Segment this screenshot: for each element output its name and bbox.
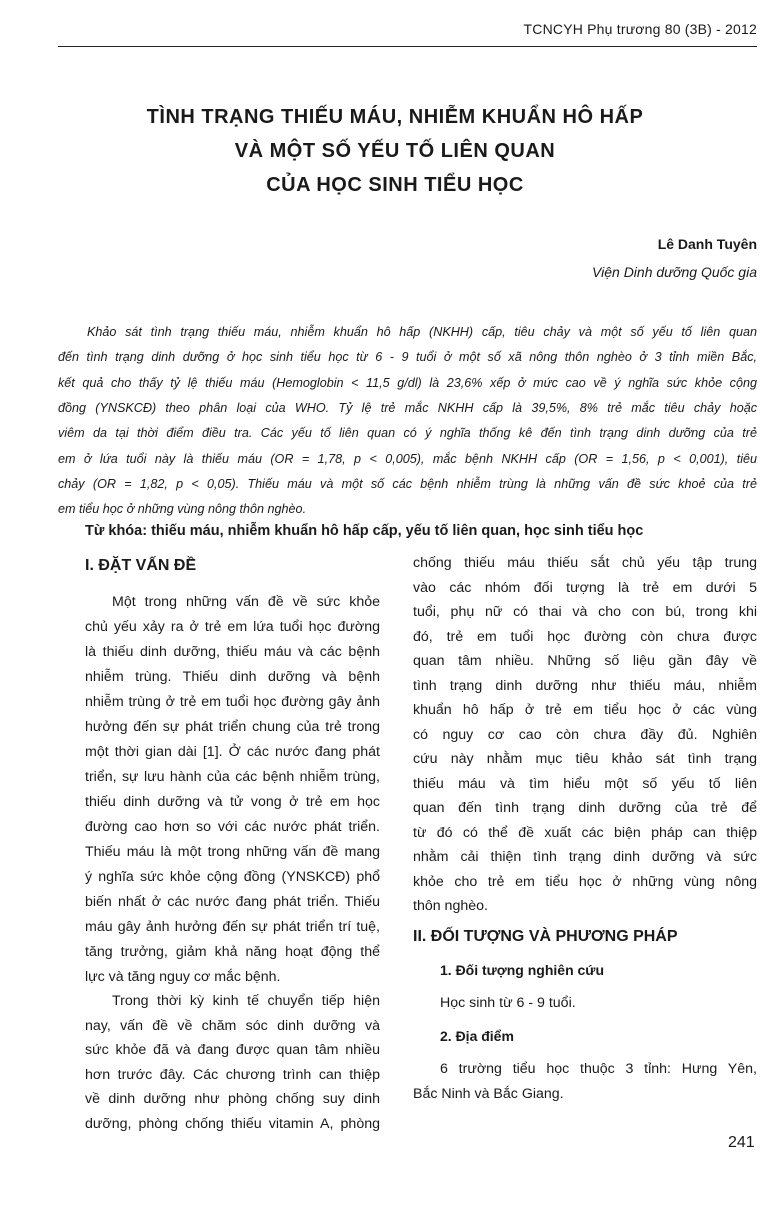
paragraph-line: ý nghĩa sức khỏe cộng đồng (YNSKCĐ) phổ (85, 869, 380, 885)
paragraph-line: về dinh dưỡng như phòng chống suy dinh (85, 1091, 380, 1107)
paragraph-line: sức khỏe đã và đang được quan tâm nhiều (85, 1042, 380, 1058)
abstract-line: em ở lứa tuổi này là thiếu máu (OR = 1,78, p < 0,005), mắc bệnh NKHH cấp (OR = 1,56, p < 0,001), tiêu (58, 451, 757, 466)
paragraph-line: vào các nhóm đối tượng là trẻ em dưới 5 (413, 579, 757, 596)
paragraph-line: thôn nghèo. (413, 898, 488, 914)
abstract-line: Khảo sát tình trạng thiếu máu, nhiễm khuẩn hô hấp (NKHH) cấp, tiêu chảy và một số yếu tố liên quan (87, 325, 757, 339)
paragraph-line: tăng trưởng, giảm khả năng hoạt động thể (85, 944, 380, 960)
paragraph-line: đường cao hơn so với các nước phát triển. (85, 819, 380, 835)
article-title-line-2: VÀ MỘT SỐ YẾU TỐ LIÊN QUAN (234, 140, 556, 162)
section-heading-introduction: I. ĐẶT VẤN ĐỀ (85, 557, 197, 574)
paragraph-line: khuẩn hô hấp ở trẻ em tiểu học ở các vùng (413, 702, 757, 718)
paragraph-line: nhằm cải thiện tình trạng dinh dưỡng và sức (413, 849, 757, 865)
paragraph-line: quan tâm nhiều. Những số liệu gần đây về (413, 653, 757, 669)
author-affiliation: Viện Dinh dưỡng Quốc gia (592, 264, 757, 280)
paragraph-line: hưởng đến sự phát triển chung của trẻ trong (85, 719, 380, 735)
abstract-line: đến tình trạng dinh dưỡng ở học sinh tiểu học từ 6 - 9 tuổi ở một số xã nông thôn nghèo ở 3 tỉnh miền Bắc, (58, 350, 757, 365)
subheading-location: 2. Địa điểm (440, 1028, 514, 1044)
paragraph-line: triển, sự lưu hành của các bệnh nhiễm trùng, (85, 769, 380, 785)
abstract-line: chảy (OR = 1,82, p < 0,05). Thiếu máu và một số các bệnh nhiễm trùng là những vấn đề sức khoẻ của trẻ (58, 476, 757, 491)
paragraph-line: tình trạng dinh dưỡng như thiếu máu, nhiễm (413, 677, 757, 694)
paragraph-line: đó, trẻ em tuổi học đường còn chưa được (413, 628, 757, 645)
paragraph-line: máu gây ảnh hưởng đến sự phát triển trí tuệ, (85, 919, 380, 935)
page-number: 241 (728, 1134, 755, 1151)
section-heading-methods: II. ĐỐI TƯỢNG VÀ PHƯƠNG PHÁP (413, 928, 678, 945)
author-name: Lê Danh Tuyên (657, 236, 757, 252)
location-text-line: 6 trường tiểu học thuộc 3 tỉnh: Hưng Yên, (440, 1061, 757, 1077)
location-text-line: Bắc Ninh và Bắc Giang. (413, 1086, 564, 1102)
header-divider (58, 46, 757, 47)
subjects-text: Học sinh từ 6 - 9 tuổi. (440, 995, 576, 1011)
paragraph-line: cứu này nhằm mục tiêu khảo sát tình trạng (413, 751, 757, 767)
keywords: Từ khóa: thiếu máu, nhiễm khuẩn hô hấp cấp, yếu tố liên quan, học sinh tiểu học (85, 523, 644, 539)
paragraph-line: khỏe cho trẻ em tiểu học ở những vùng nông (413, 873, 757, 890)
paragraph-line: có nguy cơ cao còn chưa đầy đủ. Nghiên (413, 726, 757, 743)
abstract-line: đồng (YNSKCĐ) theo phân loại của WHO. Tỷ lệ trẻ mắc NKHH cấp là 39,5%, 8% trẻ mắc tiêu chảy hoặc (58, 400, 757, 415)
paragraph-line: nhiễm trùng. Thiếu dinh dưỡng và bệnh (85, 669, 380, 685)
paragraph-line: nhiễm trùng ở trẻ em tuổi học đường gây ảnh (85, 694, 380, 710)
paragraph-line: một thời gian dài [1]. Ở các nước đang phát (85, 744, 380, 760)
paragraph-line: Trong thời kỳ kinh tế chuyển tiếp hiện (112, 993, 380, 1009)
paragraph-line: quan đến tình trạng dinh dưỡng của trẻ để (413, 800, 757, 816)
paragraph-line: biến nhất ở các nước đang phát triển. Thiếu (85, 894, 380, 910)
abstract-line: em tiểu học ở những vùng nông thôn nghèo. (58, 502, 307, 517)
paragraph-line: chống thiếu máu thiếu sắt chủ yếu tập trung (413, 555, 757, 571)
abstract-line: kết quả cho thấy tỷ lệ thiếu máu (Hemoglobin < 11,5 g/dl) là 23,6% xếp ở mức cao về ý nghĩa sức khỏe cộng (58, 375, 757, 390)
paragraph-line: hơn trước đây. Các chương trình can thiệp (85, 1066, 380, 1083)
paragraph-line: là thiếu dinh dưỡng, thiếu máu và các bệnh (85, 644, 380, 660)
abstract-line: viêm da tại thời điểm điều tra. Các yếu tố liên quan có ý nghĩa thống kê đến tình trạng dinh dưỡng của trẻ (58, 426, 757, 441)
paragraph-line: nay, vấn đề về chăm sóc dinh dưỡng và (85, 1017, 380, 1034)
paragraph-line: lực và tăng nguy cơ mắc bệnh. (85, 969, 281, 985)
paragraph-line: chủ yếu xảy ra ở trẻ em lứa tuổi học đường (85, 619, 380, 635)
paragraph-line: từ đó có thể đề xuất các biện pháp can thiệp (413, 824, 757, 841)
journal-header: TCNCYH Phụ trương 80 (3B) - 2012 (523, 21, 757, 37)
paragraph-line: Một trong những vấn đề về sức khỏe (112, 594, 380, 610)
article-title-line-1: TÌNH TRẠNG THIẾU MÁU, NHIỄM KHUẨN HÔ HẤP (146, 106, 644, 128)
paragraph-line: dưỡng, phòng chống thiếu vitamin A, phòng (85, 1115, 380, 1132)
paragraph-line: tuổi, phụ nữ có thai và cho con bú, trong khi (413, 604, 757, 620)
paragraph-line: thiếu dinh dưỡng và tử vong ở trẻ em học (85, 794, 380, 810)
article-title-line-3: CỦA HỌC SINH TIỂU HỌC (266, 174, 524, 196)
subheading-subjects: 1. Đối tượng nghiên cứu (440, 962, 605, 978)
paragraph-line: thiếu máu và tìm hiểu một số yếu tố liên (413, 775, 757, 792)
paragraph-line: Thiếu máu là một trong những vấn đề mang (85, 844, 380, 860)
